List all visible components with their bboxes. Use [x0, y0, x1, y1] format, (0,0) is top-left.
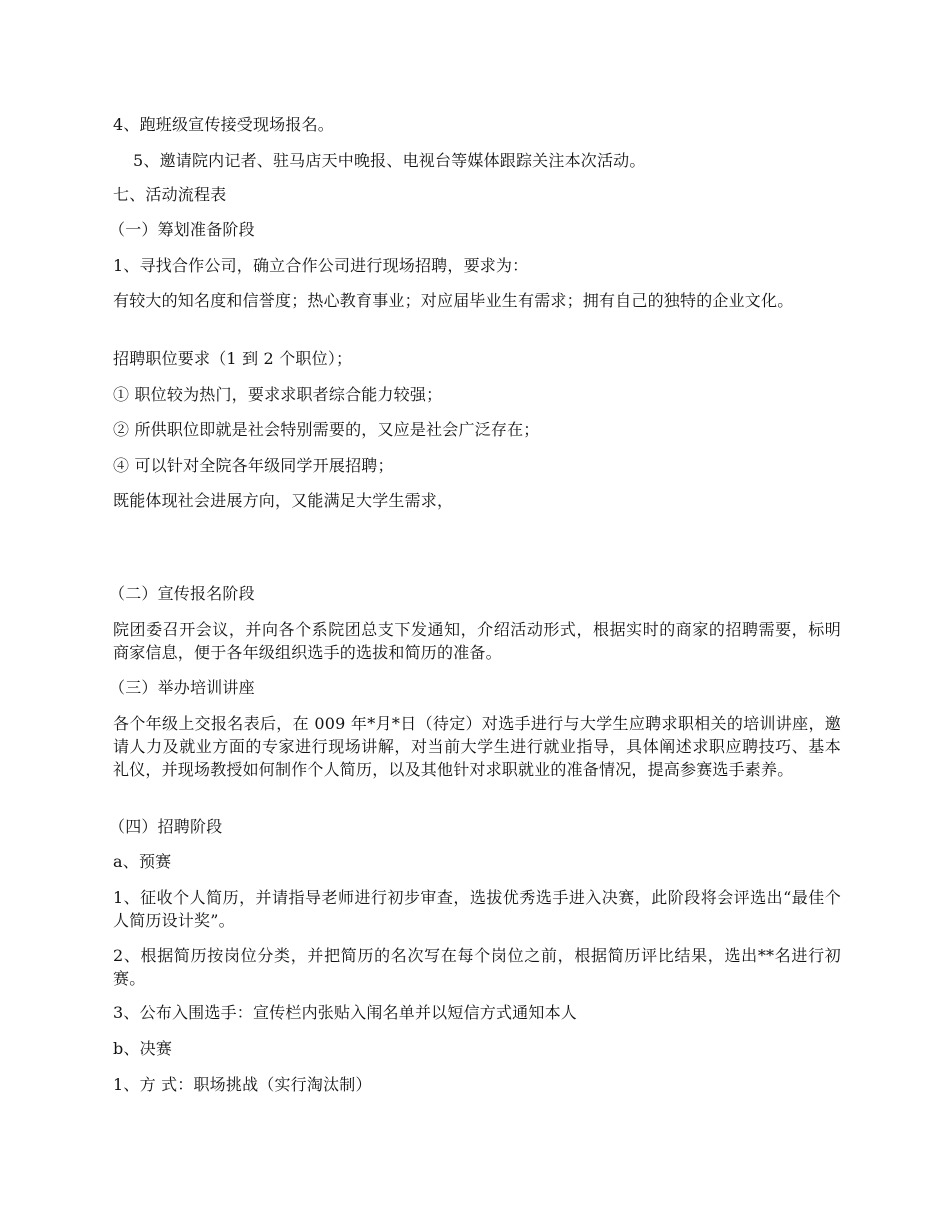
text-line: b、决赛: [113, 1039, 173, 1058]
paragraph: 各个年级上交报名表后，在 009 年*月*日（待定）对选手进行与大学生应聘求职相关的培训讲座，邀请人力及就业方面的专家进行现场讲解，对当前大学生进行就业指导，具体阐述求职应聘技巧、基本礼仪，并现场教授如何制作个人简历，以及其他针对求职就业的准备情况，提高参赛选手素养。: [113, 714, 841, 779]
text-line: a、预赛: [113, 852, 172, 871]
paragraph: 院团委召开会议，并向各个系院团总支下发通知，介绍活动形式，根据实时的商家的招聘需要，标明商家信息，便于各年级组织选手的选拔和简历的准备。: [113, 620, 841, 662]
list-item: ② 所供职位即就是社会特别需要的，又应是社会广泛存在；: [113, 420, 540, 439]
paragraph: 2、根据简历按岗位分类，并把简历的名次写在每个岗位之前，根据简历评比结果，选出**名进行初赛。: [113, 946, 841, 988]
section-heading: 七、活动流程表: [113, 185, 227, 204]
paragraph: 有较大的知名度和信誉度；热心教育事业；对应届毕业生有需求；拥有自己的独特的企业文化。: [113, 291, 794, 310]
text-line: 5、邀请院内记者、驻马店天中晚报、电视台等媒体跟踪关注本次活动。: [133, 151, 646, 170]
subsection-heading: （一）筹划准备阶段: [109, 220, 255, 239]
subsection-heading: （四）招聘阶段: [109, 817, 223, 836]
text-line: 1、方 式：职场挑战（实行淘汰制）: [113, 1075, 372, 1094]
subsection-heading: （二）宣传报名阶段: [109, 584, 255, 603]
text-line: 招聘职位要求（1 到 2 个职位）；: [113, 349, 353, 368]
list-item: ④ 可以针对全院各年级同学开展招聘；: [113, 456, 394, 475]
text-line: 1、寻找合作公司，确立合作公司进行现场招聘，要求为：: [113, 256, 529, 275]
text-line: 3、公布入围选手：宣传栏内张贴入闱名单并以短信方式通知本人: [113, 1003, 577, 1022]
subsection-heading: （三）举办培训讲座: [109, 678, 255, 697]
list-item: ① 职位较为热门，要求求职者综合能力较强；: [113, 385, 443, 404]
text-line: 既能体现社会进展方向，又能满足大学生需求，: [113, 491, 454, 510]
paragraph: 1、征收个人简历，并请指导老师进行初步审查，选拔优秀选手进入决赛，此阶段将会评选出“最佳个人简历设计奖”。: [113, 888, 841, 930]
text-line: 4、跑班级宣传接受现场报名。: [113, 115, 334, 134]
